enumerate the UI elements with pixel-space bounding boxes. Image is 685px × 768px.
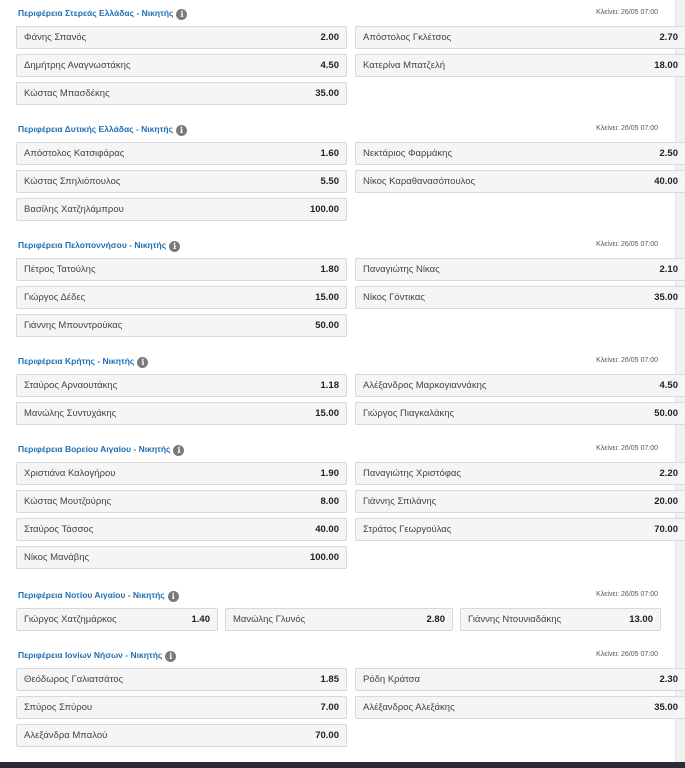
selection-name: Χριστιάνα Καλογήρου <box>24 468 116 479</box>
selection-name: Αλεξάνδρα Μπαλού <box>24 730 108 741</box>
selection-name: Απόστολος Γκλέτσος <box>363 32 452 43</box>
close-time: Κλείνει: 26/05 07:00 <box>596 357 658 364</box>
info-icon[interactable]: i <box>137 357 148 368</box>
info-icon[interactable]: i <box>169 241 180 252</box>
selection-name: Ρόδη Κράτσα <box>363 674 421 685</box>
close-time: Κλείνει: 26/05 07:00 <box>596 241 658 248</box>
selection-name: Γιάννης Μπουντρούκας <box>24 320 123 331</box>
selection-odd: 15.00 <box>315 292 339 303</box>
selection-odd: 70.00 <box>315 730 339 741</box>
market-header <box>18 588 658 602</box>
odds-button[interactable] <box>355 258 685 281</box>
selection-odd: 2.30 <box>659 674 678 685</box>
odds-button[interactable] <box>16 696 347 719</box>
selection-odd: 4.50 <box>659 380 678 391</box>
market-title <box>18 442 184 456</box>
selection-odd: 13.00 <box>629 614 653 625</box>
selection-name: Γιώργος Δέδες <box>24 292 86 303</box>
odds-button[interactable] <box>355 490 685 513</box>
market-header <box>18 6 658 20</box>
selection-name: Παναγιώτης Χριστόφας <box>363 468 461 479</box>
selection-name: Μανώλης Συντυχάκης <box>24 408 117 419</box>
selection-name: Σταύρος Τάσσος <box>24 524 94 535</box>
info-icon[interactable]: i <box>176 9 187 20</box>
selection-odd: 50.00 <box>315 320 339 331</box>
odds-button[interactable] <box>16 546 347 569</box>
selection-name: Δημήτρης Αναγνωστάκης <box>24 60 131 71</box>
selection-odd: 70.00 <box>654 524 678 535</box>
market-title <box>18 354 148 368</box>
market-title-text: Περιφέρεια Στερεάς Ελλάδας - Νικητής <box>18 8 174 18</box>
selection-odd: 40.00 <box>315 524 339 535</box>
odds-button[interactable] <box>16 314 347 337</box>
market-title-text: Περιφέρεια Βορείου Αιγαίου - Νικητής <box>18 444 171 454</box>
odds-button[interactable] <box>16 82 347 105</box>
selection-odd: 18.00 <box>654 60 678 71</box>
selection-name: Παναγιώτης Νίκας <box>363 264 440 275</box>
market-title <box>18 238 180 252</box>
odds-button[interactable] <box>16 286 347 309</box>
odds-button[interactable] <box>355 286 685 309</box>
odds-button[interactable] <box>355 402 685 425</box>
selection-name: Νεκτάριος Φαρμάκης <box>363 148 453 159</box>
odds-button[interactable] <box>16 374 347 397</box>
market-header <box>18 122 658 136</box>
odds-button[interactable] <box>16 198 347 221</box>
selection-odd: 5.50 <box>320 176 339 187</box>
selection-name: Βασίλης Χατζηλάμπρου <box>24 204 124 215</box>
selection-odd: 2.10 <box>659 264 678 275</box>
selection-name: Κώστας Σπηλιόπουλος <box>24 176 121 187</box>
selection-odd: 35.00 <box>315 88 339 99</box>
selection-name: Νίκος Καραθανασόπουλος <box>363 176 476 187</box>
selection-odd: 1.18 <box>320 380 339 391</box>
odds-button[interactable] <box>16 258 347 281</box>
odds-button[interactable] <box>16 462 347 485</box>
odds-button[interactable] <box>355 668 685 691</box>
selection-odd: 20.00 <box>654 496 678 507</box>
selection-odd: 15.00 <box>315 408 339 419</box>
odds-button[interactable] <box>16 402 347 425</box>
selection-name: Πέτρος Τατούλης <box>24 264 96 275</box>
close-time: Κλείνει: 26/05 07:00 <box>596 445 658 452</box>
selection-name: Γιώργος Πιαγκαλάκης <box>363 408 455 419</box>
info-icon[interactable]: i <box>173 445 184 456</box>
close-time: Κλείνει: 26/05 07:00 <box>596 9 658 16</box>
selection-odd: 2.20 <box>659 468 678 479</box>
market-title-text: Περιφέρεια Πελοποννήσου - Νικητής <box>18 240 167 250</box>
selection-odd: 35.00 <box>654 702 678 713</box>
odds-button[interactable] <box>16 26 347 49</box>
selection-name: Αλέξανδρος Μαρκογιαννάκης <box>363 380 487 391</box>
odds-button[interactable] <box>16 668 347 691</box>
info-icon[interactable]: i <box>165 651 176 662</box>
odds-button[interactable] <box>16 142 347 165</box>
selection-odd: 4.50 <box>320 60 339 71</box>
market-title-text: Περιφέρεια Νοτίου Αιγαίου - Νικητής <box>18 590 165 600</box>
market-header <box>18 354 658 368</box>
selection-odd: 1.80 <box>320 264 339 275</box>
selection-name: Νίκος Γόντικας <box>363 292 425 303</box>
bottom-bar <box>0 762 685 768</box>
selection-odd: 2.50 <box>659 148 678 159</box>
odds-button[interactable] <box>16 54 347 77</box>
close-time: Κλείνει: 26/05 07:00 <box>596 591 658 598</box>
market-title-text: Περιφέρεια Κρήτης - Νικητής <box>18 356 135 366</box>
selection-odd: 2.70 <box>659 32 678 43</box>
odds-button[interactable] <box>355 142 685 165</box>
selection-odd: 1.60 <box>320 148 339 159</box>
market-title <box>18 122 187 136</box>
selection-odd: 1.85 <box>320 674 339 685</box>
info-icon[interactable]: i <box>168 591 179 602</box>
market-header <box>18 442 658 456</box>
selection-odd: 100.00 <box>309 204 339 215</box>
selection-name: Κώστας Μπασδέκης <box>24 88 110 99</box>
odds-button[interactable] <box>16 518 347 541</box>
selection-odd: 1.90 <box>320 468 339 479</box>
selection-name: Γιώργος Χατζημάρκος <box>24 614 117 625</box>
selection-name: Φάνης Σπανός <box>24 32 87 43</box>
odds-button[interactable] <box>355 462 685 485</box>
selection-odd: 7.00 <box>320 702 339 713</box>
market-title <box>18 588 179 602</box>
selection-name: Στράτος Γεωργούλας <box>363 524 452 535</box>
market-header <box>18 648 658 662</box>
selection-name: Αλέξανδρος Αλεξάκης <box>363 702 455 713</box>
selection-odd: 50.00 <box>654 408 678 419</box>
close-time: Κλείνει: 26/05 07:00 <box>596 651 658 658</box>
selection-name: Κατερίνα Μπατζελή <box>363 60 445 71</box>
selection-odd: 8.00 <box>320 496 339 507</box>
market-title-text: Περιφέρεια Ιονίων Νήσων - Νικητής <box>18 650 163 660</box>
info-icon[interactable]: i <box>176 125 187 136</box>
selection-odd: 1.40 <box>191 614 210 625</box>
market-title-text: Περιφέρεια Δυτικής Ελλάδας - Νικητής <box>18 124 173 134</box>
odds-button[interactable] <box>355 170 685 193</box>
selection-name: Σπύρος Σπύρου <box>24 702 93 713</box>
close-time: Κλείνει: 26/05 07:00 <box>596 125 658 132</box>
selection-name: Νίκος Μανάβης <box>24 552 90 563</box>
selection-name: Απόστολος Κατσιφάρας <box>24 148 125 159</box>
selection-name: Θεόδωρος Γαλιατσάτος <box>24 674 124 685</box>
selection-name: Μανώλης Γλυνός <box>233 614 306 625</box>
odds-button[interactable] <box>460 608 661 631</box>
odds-button[interactable] <box>355 518 685 541</box>
odds-button[interactable] <box>225 608 453 631</box>
market-header <box>18 238 658 252</box>
selection-name: Σταύρος Αρναουτάκης <box>24 380 118 391</box>
odds-button[interactable] <box>355 374 685 397</box>
selection-odd: 2.80 <box>426 614 445 625</box>
odds-button[interactable] <box>16 170 347 193</box>
odds-button[interactable] <box>16 724 347 747</box>
selection-odd: 40.00 <box>654 176 678 187</box>
odds-button[interactable] <box>16 608 218 631</box>
selection-odd: 100.00 <box>309 552 339 563</box>
selection-name: Κώστας Μουτζούρης <box>24 496 112 507</box>
odds-button[interactable] <box>355 26 685 49</box>
selection-name: Γιάννης Σπιλάνης <box>363 496 437 507</box>
odds-button[interactable] <box>355 54 685 77</box>
selection-odd: 2.00 <box>320 32 339 43</box>
selection-odd: 35.00 <box>654 292 678 303</box>
selection-name: Γιάννης Ντουνιαδάκης <box>468 614 562 625</box>
market-title <box>18 648 176 662</box>
market-title <box>18 6 187 20</box>
odds-button[interactable] <box>16 490 347 513</box>
odds-button[interactable] <box>355 696 685 719</box>
